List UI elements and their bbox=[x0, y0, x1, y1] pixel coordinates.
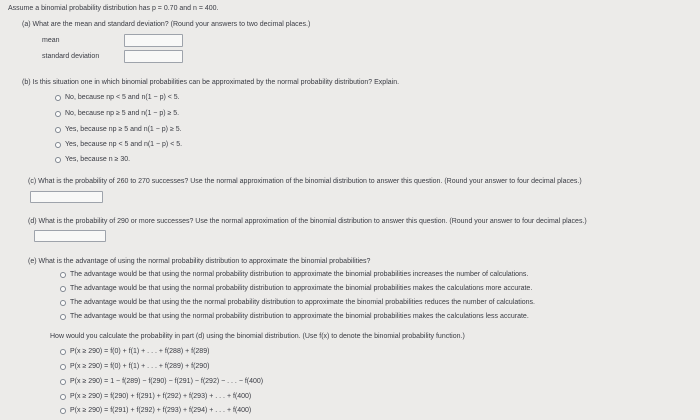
formula-radio-3[interactable] bbox=[60, 379, 66, 385]
part-b-radio-5[interactable] bbox=[55, 157, 61, 163]
part-b-option-3: Yes, because np ≥ 5 and n(1 − p) ≥ 5. bbox=[65, 126, 182, 133]
part-b-radio-4[interactable] bbox=[55, 142, 61, 148]
part-b-option-1: No, because np < 5 and n(1 − p) < 5. bbox=[65, 94, 180, 101]
formula-radio-4[interactable] bbox=[60, 394, 66, 400]
part-b-question: (b) Is this situation one in which binomial probabilities can be approximated by the normal probability distribution? Explain. bbox=[22, 79, 400, 86]
part-c-question: (c) What is the probability of 260 to 270 successes? Use the normal approximation of the binomial distribution to answer this question. (Round your answer to four decimal places.) bbox=[28, 178, 582, 185]
formula-option-2: P(x ≥ 290) = f(0) + f(1) + . . . + f(289) + f(290) bbox=[70, 363, 210, 370]
problem-intro: Assume a binomial probability distribution has p = 0.70 and n = 400. bbox=[8, 5, 219, 12]
standard-deviation-input[interactable] bbox=[124, 50, 183, 63]
part-e-option-2: The advantage would be that using the normal probability distribution to approximate the binomial probabilities makes the calculations more accurate. bbox=[70, 285, 533, 292]
part-e-radio-4[interactable] bbox=[60, 314, 66, 320]
part-e-option-3: The advantage would be that using the the normal probability distribution to approximate the binomial probabilities reduces the number of calculations. bbox=[70, 299, 535, 306]
part-c-answer-input[interactable] bbox=[30, 191, 103, 203]
part-d-answer-input[interactable] bbox=[34, 230, 106, 242]
part-b-option-2: No, because np ≥ 5 and n(1 − p) ≥ 5. bbox=[65, 110, 180, 117]
part-b-option-4: Yes, because np < 5 and n(1 − p) < 5. bbox=[65, 141, 183, 148]
part-e-option-4: The advantage would be that using the normal probability distribution to approximate the binomial probabilities makes the calculations less accurate. bbox=[70, 313, 529, 320]
part-d-question: (d) What is the probability of 290 or more successes? Use the normal approximation of the binomial distribution to answer this question. (Round your answer to four decimal places.) bbox=[28, 218, 587, 225]
part-b-radio-3[interactable] bbox=[55, 127, 61, 133]
formula-option-4: P(x ≥ 290) = f(290) + f(291) + f(292) + f(293) + . . . + f(400) bbox=[70, 393, 252, 400]
formula-option-3: P(x ≥ 290) = 1 − f(289) − f(290) − f(291) − f(292) − . . . − f(400) bbox=[70, 378, 264, 385]
formula-option-1: P(x ≥ 290) = f(0) + f(1) + . . . + f(288) + f(289) bbox=[70, 348, 210, 355]
part-a-question: (a) What are the mean and standard deviation? (Round your answers to two decimal places.) bbox=[22, 21, 311, 28]
part-e-radio-3[interactable] bbox=[60, 300, 66, 306]
formula-radio-1[interactable] bbox=[60, 349, 66, 355]
formula-radio-5[interactable] bbox=[60, 408, 66, 414]
mean-label: mean bbox=[42, 37, 60, 44]
part-b-radio-1[interactable] bbox=[55, 95, 61, 101]
formula-option-5: P(x ≥ 290) = f(291) + f(292) + f(293) + f(294) + . . . + f(400) bbox=[70, 407, 252, 414]
part-e-radio-2[interactable] bbox=[60, 286, 66, 292]
formula-radio-2[interactable] bbox=[60, 364, 66, 370]
part-b-radio-2[interactable] bbox=[55, 111, 61, 117]
standard-deviation-label: standard deviation bbox=[42, 53, 100, 60]
part-e-followup: How would you calculate the probability in part (d) using the binomial distribution. (Use f(x) to denote the binomial probability function.) bbox=[50, 333, 465, 340]
part-e-question: (e) What is the advantage of using the normal probability distribution to approximate the binomial probabilities? bbox=[28, 258, 371, 265]
mean-input[interactable] bbox=[124, 34, 183, 47]
part-b-option-5: Yes, because n ≥ 30. bbox=[65, 156, 131, 163]
part-e-radio-1[interactable] bbox=[60, 272, 66, 278]
part-e-option-1: The advantage would be that using the normal probability distribution to approximate the binomial probabilities increases the number of calculations. bbox=[70, 271, 529, 278]
